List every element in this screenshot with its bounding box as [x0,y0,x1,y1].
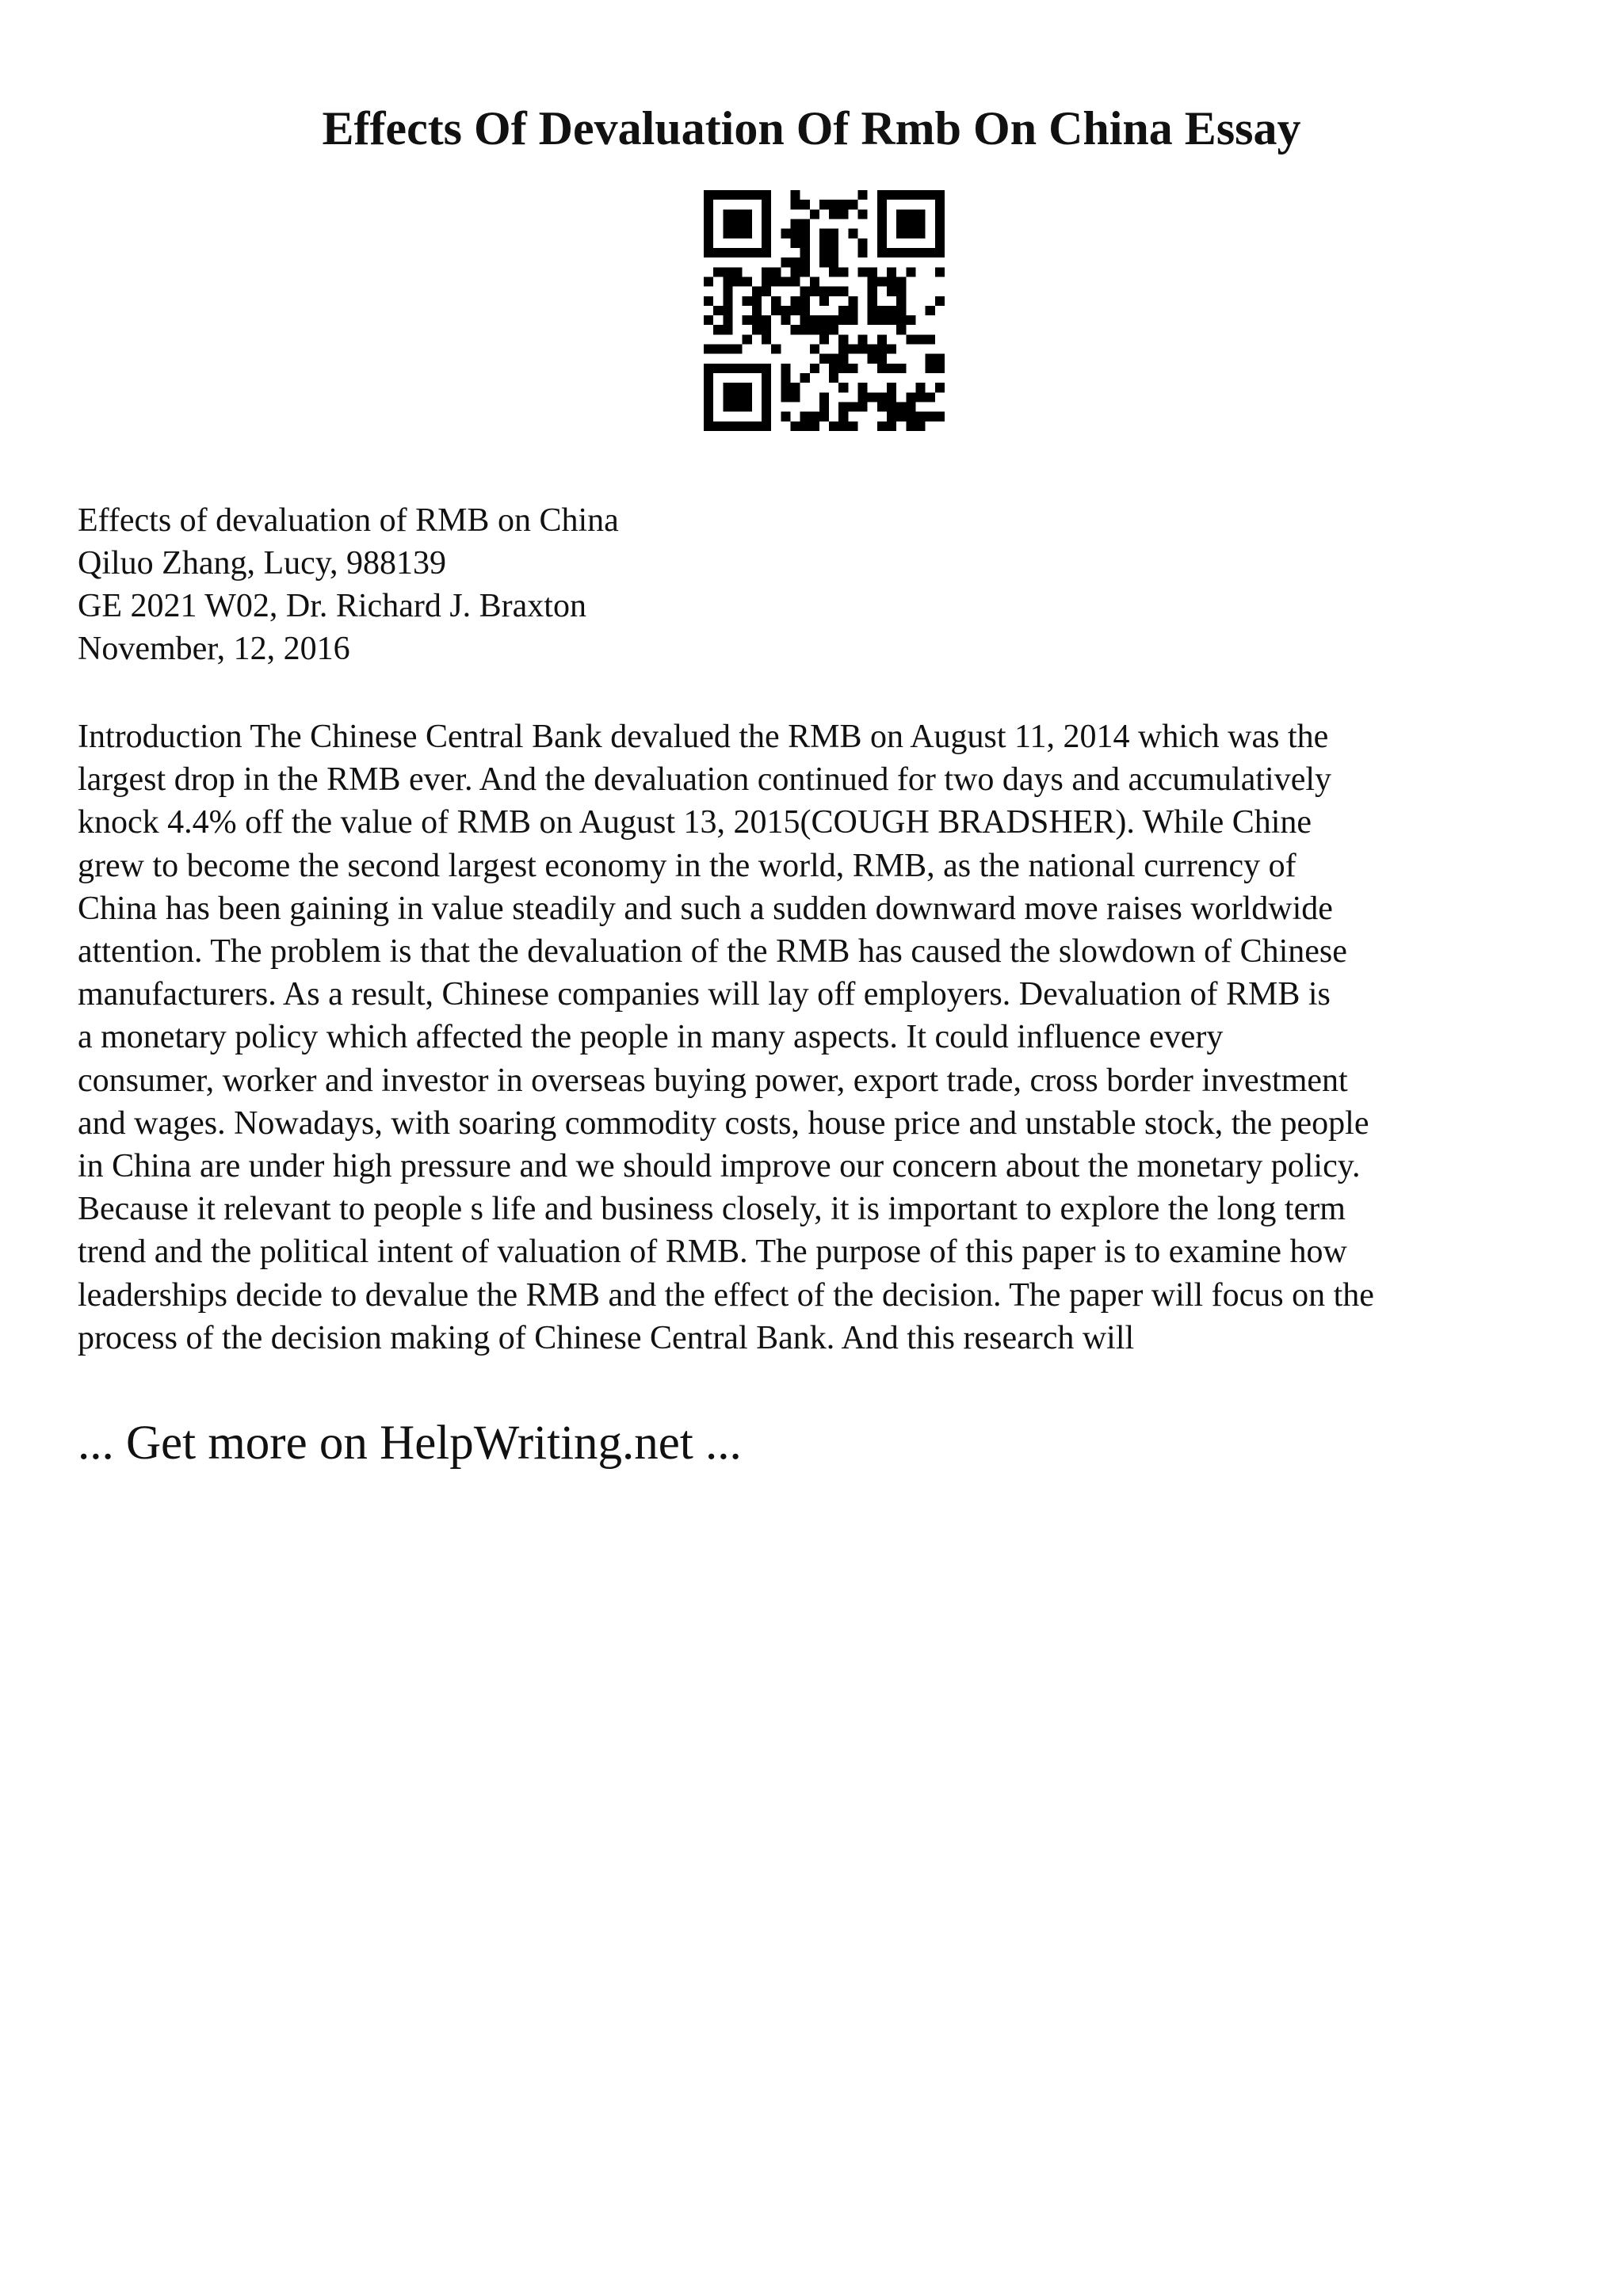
body-line: consumer, worker and investor in overseas buying power, export trade, cross border investment [78,1062,1348,1099]
meta-course: GE 2021 W02, Dr. Richard J. Braxton [78,588,586,624]
body-line: knock 4.4% off the value of RMB on August 13, 2015(COUGH BRADSHER). While Chine [78,804,1312,841]
document-meta [78,499,1544,670]
meta-heading: Effects of devaluation of RMB on China [78,502,619,539]
body-line: a monetary policy which affected the people in many aspects. It could influence every [78,1019,1224,1056]
body-line: China has been gaining in value steadily and such a sudden downward move raises worldwide [78,890,1333,927]
get-more-link[interactable]: ... Get more on HelpWriting.net ... [78,1417,742,1470]
body-line: Because it relevant to people s life and business closely, it is important to explore the long term [78,1191,1346,1228]
essay-body [78,715,1560,1360]
body-line: process of the decision making of Chinese Central Bank. And this research will [78,1319,1135,1356]
body-line: in China are under high pressure and we should improve our concern about the monetary policy. [78,1148,1361,1185]
meta-date: November, 12, 2016 [78,631,350,667]
body-line: largest drop in the RMB ever. And the devaluation continued for two days and accumulatively [78,761,1332,799]
body-line: and wages. Nowadays, with soaring commodity costs, house price and unstable stock, the people [78,1104,1369,1142]
body-line: manufacturers. As a result, Chinese companies will lay off employers. Devaluation of RMB is [78,976,1331,1013]
body-line: grew to become the second largest economy in the world, RMB, as the national currency of [78,847,1296,884]
document-title: Effects Of Devaluation Of Rmb On China Essay [322,102,1301,154]
qr-code-icon [704,190,945,431]
body-line: Introduction The Chinese Central Bank devalued the RMB on August 11, 2014 which was the [78,719,1329,755]
body-line: attention. The problem is that the devaluation of the RMB has caused the slowdown of Chinese [78,933,1347,971]
meta-author: Qiluo Zhang, Lucy, 988139 [78,545,447,582]
body-line: trend and the political intent of valuation of RMB. The purpose of this paper is to examine how [78,1234,1347,1271]
body-line: leaderships decide to devalue the RMB and the effect of the decision. The paper will focus on the [78,1276,1374,1314]
